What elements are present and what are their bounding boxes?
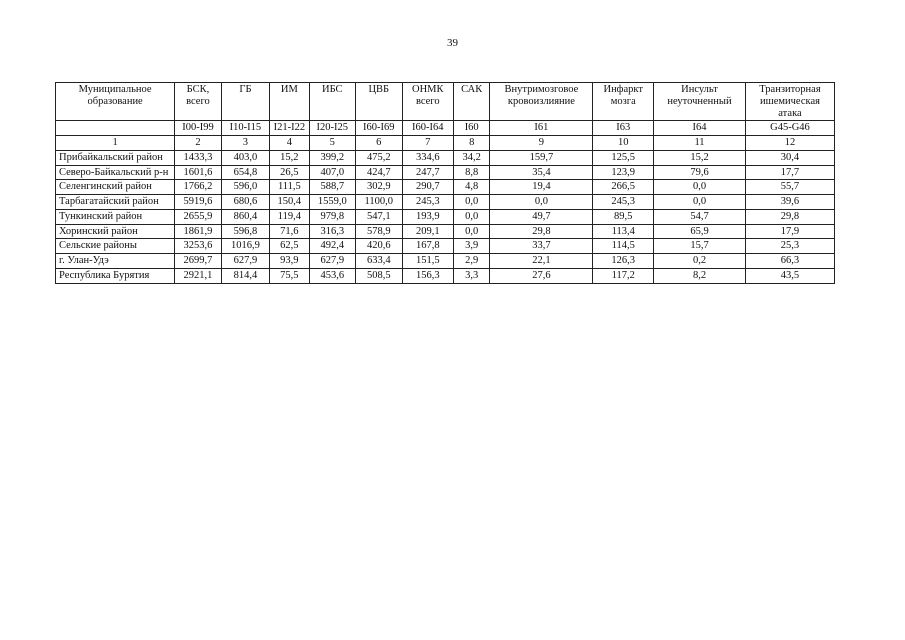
code-cell: I20-I25: [309, 121, 355, 136]
column-number: 8: [454, 136, 490, 151]
table-cell: 547,1: [356, 209, 402, 224]
table-cell: 2,9: [454, 254, 490, 269]
municipality-name: Северо-Байкальский р-н: [56, 165, 175, 180]
table-cell: 34,2: [454, 150, 490, 165]
table-cell: 71,6: [270, 224, 309, 239]
header-cell: Инсульт неуточненный: [654, 83, 746, 121]
table-cell: 193,9: [402, 209, 454, 224]
table-cell: 167,8: [402, 239, 454, 254]
table-cell: 334,6: [402, 150, 454, 165]
column-number: 1: [56, 136, 175, 151]
table-cell: 0,0: [454, 209, 490, 224]
table-row: [56, 209, 835, 224]
table-cell: 266,5: [593, 180, 654, 195]
table-cell: 2655,9: [175, 209, 221, 224]
column-number: 2: [175, 136, 221, 151]
table-cell: 627,9: [309, 254, 355, 269]
table-cell: 29,8: [490, 224, 593, 239]
header-row: [56, 83, 835, 121]
table-cell: 1100,0: [356, 195, 402, 210]
table-cell: 979,8: [309, 209, 355, 224]
table-cell: 3253,6: [175, 239, 221, 254]
table-cell: 15,2: [270, 150, 309, 165]
table-cell: 62,5: [270, 239, 309, 254]
table-cell: 93,9: [270, 254, 309, 269]
page-number: 39: [447, 37, 458, 49]
table-cell: 66,3: [745, 254, 834, 269]
table-cell: 596,8: [221, 224, 269, 239]
table-cell: 302,9: [356, 180, 402, 195]
table-cell: 4,8: [454, 180, 490, 195]
table-cell: 316,3: [309, 224, 355, 239]
table-cell: 680,6: [221, 195, 269, 210]
table-row: [56, 268, 835, 283]
code-cell: I60-I64: [402, 121, 454, 136]
municipality-name: Тункинский район: [56, 209, 175, 224]
table-cell: 245,3: [593, 195, 654, 210]
header-cell: Инфаркт мозга: [593, 83, 654, 121]
table-cell: 17,7: [745, 165, 834, 180]
table-row: [56, 254, 835, 269]
table-cell: 19,4: [490, 180, 593, 195]
municipality-name: Тарбагатайский район: [56, 195, 175, 210]
table-cell: 1766,2: [175, 180, 221, 195]
table-cell: 43,5: [745, 268, 834, 283]
table-cell: 0,0: [454, 224, 490, 239]
table-row: [56, 165, 835, 180]
table-cell: 1861,9: [175, 224, 221, 239]
column-number: 6: [356, 136, 402, 151]
table-cell: 245,3: [402, 195, 454, 210]
table-cell: 1433,3: [175, 150, 221, 165]
table-cell: 125,5: [593, 150, 654, 165]
table-cell: 492,4: [309, 239, 355, 254]
table-cell: 407,0: [309, 165, 355, 180]
column-number: 11: [654, 136, 746, 151]
table-cell: 0,0: [654, 180, 746, 195]
table-cell: 22,1: [490, 254, 593, 269]
column-number: 7: [402, 136, 454, 151]
table-cell: 588,7: [309, 180, 355, 195]
table-cell: 33,7: [490, 239, 593, 254]
column-number: 12: [745, 136, 834, 151]
header-cell: САК: [454, 83, 490, 121]
table-cell: 0,2: [654, 254, 746, 269]
table-cell: 814,4: [221, 268, 269, 283]
header-cell: ИМ: [270, 83, 309, 121]
code-cell: I60: [454, 121, 490, 136]
column-number: 4: [270, 136, 309, 151]
table-cell: 8,2: [654, 268, 746, 283]
municipality-name: Республика Бурятия: [56, 268, 175, 283]
table-cell: 424,7: [356, 165, 402, 180]
table-cell: 247,7: [402, 165, 454, 180]
table-cell: 150,4: [270, 195, 309, 210]
table-cell: 29,8: [745, 209, 834, 224]
table-cell: 15,7: [654, 239, 746, 254]
table-cell: 1601,6: [175, 165, 221, 180]
header-cell: Муниципальное образование: [56, 83, 175, 121]
table-cell: 151,5: [402, 254, 454, 269]
table-cell: 55,7: [745, 180, 834, 195]
table-cell: 2699,7: [175, 254, 221, 269]
table-cell: 0,0: [490, 195, 593, 210]
code-cell: I60-I69: [356, 121, 402, 136]
municipality-name: г. Улан-Удэ: [56, 254, 175, 269]
code-cell: [56, 121, 175, 136]
table-cell: 79,6: [654, 165, 746, 180]
header-cell: Транзиторная ишемическая атака: [745, 83, 834, 121]
municipality-name: Сельские районы: [56, 239, 175, 254]
table-cell: 117,2: [593, 268, 654, 283]
table-cell: 39,6: [745, 195, 834, 210]
header-cell: ИБС: [309, 83, 355, 121]
table-row: [56, 195, 835, 210]
column-number: 9: [490, 136, 593, 151]
table-cell: 209,1: [402, 224, 454, 239]
municipality-name: Селенгинский район: [56, 180, 175, 195]
codes-row: [56, 121, 835, 136]
table-cell: 1559,0: [309, 195, 355, 210]
table-cell: 25,3: [745, 239, 834, 254]
table-cell: 156,3: [402, 268, 454, 283]
table-cell: 453,6: [309, 268, 355, 283]
table-cell: 30,4: [745, 150, 834, 165]
table-cell: 113,4: [593, 224, 654, 239]
table-cell: 475,2: [356, 150, 402, 165]
table-cell: 654,8: [221, 165, 269, 180]
table-cell: 126,3: [593, 254, 654, 269]
table-cell: 159,7: [490, 150, 593, 165]
column-number: 5: [309, 136, 355, 151]
table-cell: 49,7: [490, 209, 593, 224]
column-number: 10: [593, 136, 654, 151]
table-cell: 15,2: [654, 150, 746, 165]
municipality-name: Прибайкальский район: [56, 150, 175, 165]
table-cell: 633,4: [356, 254, 402, 269]
table-cell: 17,9: [745, 224, 834, 239]
statistics-table: [55, 82, 835, 284]
table-cell: 26,5: [270, 165, 309, 180]
table-cell: 290,7: [402, 180, 454, 195]
table-row: [56, 150, 835, 165]
table-cell: 75,5: [270, 268, 309, 283]
table-body: [56, 150, 835, 283]
table-cell: 89,5: [593, 209, 654, 224]
table-cell: 0,0: [654, 195, 746, 210]
table-cell: 1016,9: [221, 239, 269, 254]
column-numbers-row: [56, 136, 835, 151]
table-cell: 27,6: [490, 268, 593, 283]
table-cell: 860,4: [221, 209, 269, 224]
table-cell: 596,0: [221, 180, 269, 195]
table-cell: 627,9: [221, 254, 269, 269]
table-cell: 119,4: [270, 209, 309, 224]
table-cell: 399,2: [309, 150, 355, 165]
table-cell: 5919,6: [175, 195, 221, 210]
table-row: [56, 180, 835, 195]
code-cell: G45-G46: [745, 121, 834, 136]
code-cell: I61: [490, 121, 593, 136]
code-cell: I64: [654, 121, 746, 136]
table-cell: 111,5: [270, 180, 309, 195]
table-cell: 0,0: [454, 195, 490, 210]
municipality-name: Хоринский район: [56, 224, 175, 239]
column-number: 3: [221, 136, 269, 151]
table-cell: 578,9: [356, 224, 402, 239]
header-cell: Внутримозговое кровоизлияние: [490, 83, 593, 121]
table-cell: 123,9: [593, 165, 654, 180]
table-cell: 2921,1: [175, 268, 221, 283]
table-row: [56, 224, 835, 239]
table-cell: 65,9: [654, 224, 746, 239]
table-cell: 114,5: [593, 239, 654, 254]
header-cell: ЦВБ: [356, 83, 402, 121]
code-cell: I00-I99: [175, 121, 221, 136]
header-cell: БСК, всего: [175, 83, 221, 121]
code-cell: I10-I15: [221, 121, 269, 136]
table-cell: 3,3: [454, 268, 490, 283]
header-cell: ГБ: [221, 83, 269, 121]
table-cell: 8,8: [454, 165, 490, 180]
table-cell: 508,5: [356, 268, 402, 283]
code-cell: I63: [593, 121, 654, 136]
table-cell: 3,9: [454, 239, 490, 254]
table-cell: 35,4: [490, 165, 593, 180]
table-row: [56, 239, 835, 254]
code-cell: I21-I22: [270, 121, 309, 136]
table-cell: 420,6: [356, 239, 402, 254]
header-cell: ОНМК всего: [402, 83, 454, 121]
table-cell: 54,7: [654, 209, 746, 224]
table-cell: 403,0: [221, 150, 269, 165]
